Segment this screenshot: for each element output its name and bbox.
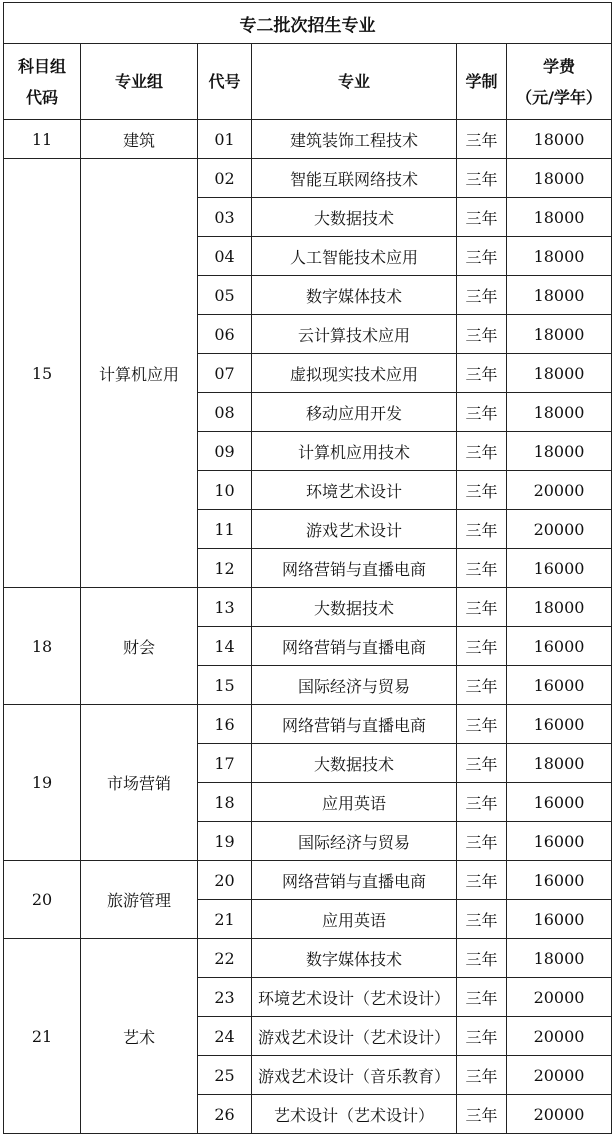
header-group-code xyxy=(4,44,81,120)
major-name-cell: 网络营销与直播电商 xyxy=(252,705,457,744)
admissions-table xyxy=(3,2,612,1134)
major-name-cell: 应用英语 xyxy=(252,783,457,822)
fee-cell: 18000 xyxy=(507,198,612,237)
header-fee-line1: 学费 xyxy=(543,56,576,76)
fee-cell: 20000 xyxy=(507,1017,612,1056)
header-group-code-line2: 代码 xyxy=(25,87,58,107)
duration-cell: 三年 xyxy=(457,666,507,705)
major-name-cell: 游戏艺术设计（艺术设计） xyxy=(252,1017,457,1056)
fee-cell: 18000 xyxy=(507,159,612,198)
group-code-cell: 20 xyxy=(4,861,81,939)
major-code-cell: 22 xyxy=(198,939,252,978)
major-name-cell: 环境艺术设计（艺术设计） xyxy=(252,978,457,1017)
major-name-cell: 大数据技术 xyxy=(252,744,457,783)
fee-cell: 16000 xyxy=(507,549,612,588)
duration-cell: 三年 xyxy=(457,588,507,627)
fee-cell: 18000 xyxy=(507,393,612,432)
major-code-cell: 20 xyxy=(198,861,252,900)
major-name-cell: 艺术设计（艺术设计） xyxy=(252,1095,457,1134)
duration-cell: 三年 xyxy=(457,510,507,549)
major-name-cell: 国际经济与贸易 xyxy=(252,822,457,861)
duration-cell: 三年 xyxy=(457,1017,507,1056)
major-name-cell: 数字媒体技术 xyxy=(252,276,457,315)
table-title: 专二批次招生专业 xyxy=(4,3,612,44)
fee-cell: 18000 xyxy=(507,315,612,354)
fee-cell: 18000 xyxy=(507,939,612,978)
duration-cell: 三年 xyxy=(457,705,507,744)
header-row xyxy=(4,44,612,120)
header-fee xyxy=(507,44,612,120)
major-code-cell: 04 xyxy=(198,237,252,276)
major-code-cell: 14 xyxy=(198,627,252,666)
group-code-cell: 15 xyxy=(4,159,81,588)
duration-cell: 三年 xyxy=(457,276,507,315)
major-code-cell: 11 xyxy=(198,510,252,549)
group-code-cell: 21 xyxy=(4,939,81,1134)
fee-cell: 16000 xyxy=(507,666,612,705)
group-name-cell: 计算机应用 xyxy=(81,159,198,588)
duration-cell: 三年 xyxy=(457,159,507,198)
fee-cell: 18000 xyxy=(507,432,612,471)
duration-cell: 三年 xyxy=(457,1056,507,1095)
duration-cell: 三年 xyxy=(457,783,507,822)
duration-cell: 三年 xyxy=(457,900,507,939)
major-name-cell: 网络营销与直播电商 xyxy=(252,627,457,666)
major-name-cell: 网络营销与直播电商 xyxy=(252,861,457,900)
major-code-cell: 21 xyxy=(198,900,252,939)
duration-cell: 三年 xyxy=(457,1095,507,1134)
fee-cell: 16000 xyxy=(507,900,612,939)
major-name-cell: 大数据技术 xyxy=(252,588,457,627)
fee-cell: 20000 xyxy=(507,1056,612,1095)
major-code-cell: 01 xyxy=(198,120,252,159)
fee-cell: 16000 xyxy=(507,822,612,861)
duration-cell: 三年 xyxy=(457,861,507,900)
group-name-cell: 建筑 xyxy=(81,120,198,159)
fee-cell: 18000 xyxy=(507,744,612,783)
major-name-cell: 人工智能技术应用 xyxy=(252,237,457,276)
major-name-cell: 环境艺术设计 xyxy=(252,471,457,510)
major-name-cell: 计算机应用技术 xyxy=(252,432,457,471)
major-code-cell: 26 xyxy=(198,1095,252,1134)
duration-cell: 三年 xyxy=(457,822,507,861)
table-row xyxy=(4,861,612,900)
major-name-cell: 数字媒体技术 xyxy=(252,939,457,978)
duration-cell: 三年 xyxy=(457,393,507,432)
major-name-cell: 游戏艺术设计（音乐教育） xyxy=(252,1056,457,1095)
major-code-cell: 18 xyxy=(198,783,252,822)
major-code-cell: 23 xyxy=(198,978,252,1017)
header-fee-line2: （元/学年） xyxy=(516,87,602,107)
group-name-cell: 艺术 xyxy=(81,939,198,1134)
duration-cell: 三年 xyxy=(457,549,507,588)
major-name-cell: 云计算技术应用 xyxy=(252,315,457,354)
fee-cell: 18000 xyxy=(507,276,612,315)
major-code-cell: 16 xyxy=(198,705,252,744)
fee-cell: 16000 xyxy=(507,861,612,900)
duration-cell: 三年 xyxy=(457,120,507,159)
duration-cell: 三年 xyxy=(457,354,507,393)
major-code-cell: 02 xyxy=(198,159,252,198)
major-code-cell: 12 xyxy=(198,549,252,588)
major-code-cell: 19 xyxy=(198,822,252,861)
major-name-cell: 国际经济与贸易 xyxy=(252,666,457,705)
group-code-cell: 19 xyxy=(4,705,81,861)
duration-cell: 三年 xyxy=(457,939,507,978)
group-name-cell: 财会 xyxy=(81,588,198,705)
table-row xyxy=(4,939,612,978)
header-group-code-line1: 科目组 xyxy=(17,56,66,76)
table-row xyxy=(4,120,612,159)
duration-cell: 三年 xyxy=(457,198,507,237)
table-row xyxy=(4,159,612,198)
header-duration: 学制 xyxy=(457,44,507,120)
major-name-cell: 智能互联网络技术 xyxy=(252,159,457,198)
major-code-cell: 10 xyxy=(198,471,252,510)
major-code-cell: 03 xyxy=(198,198,252,237)
group-name-cell: 旅游管理 xyxy=(81,861,198,939)
major-name-cell: 游戏艺术设计 xyxy=(252,510,457,549)
fee-cell: 18000 xyxy=(507,120,612,159)
table-row xyxy=(4,705,612,744)
group-code-cell: 11 xyxy=(4,120,81,159)
fee-cell: 20000 xyxy=(507,510,612,549)
duration-cell: 三年 xyxy=(457,315,507,354)
group-code-cell: 18 xyxy=(4,588,81,705)
major-code-cell: 08 xyxy=(198,393,252,432)
major-code-cell: 05 xyxy=(198,276,252,315)
major-code-cell: 09 xyxy=(198,432,252,471)
major-name-cell: 大数据技术 xyxy=(252,198,457,237)
major-name-cell: 网络营销与直播电商 xyxy=(252,549,457,588)
fee-cell: 16000 xyxy=(507,783,612,822)
duration-cell: 三年 xyxy=(457,237,507,276)
title-row xyxy=(4,3,612,44)
fee-cell: 20000 xyxy=(507,978,612,1017)
group-name-cell: 市场营销 xyxy=(81,705,198,861)
duration-cell: 三年 xyxy=(457,471,507,510)
table-row xyxy=(4,588,612,627)
major-code-cell: 24 xyxy=(198,1017,252,1056)
major-name-cell: 移动应用开发 xyxy=(252,393,457,432)
fee-cell: 20000 xyxy=(507,471,612,510)
fee-cell: 20000 xyxy=(507,1095,612,1134)
major-code-cell: 13 xyxy=(198,588,252,627)
major-code-cell: 15 xyxy=(198,666,252,705)
fee-cell: 16000 xyxy=(507,705,612,744)
major-code-cell: 06 xyxy=(198,315,252,354)
fee-cell: 16000 xyxy=(507,627,612,666)
major-name-cell: 虚拟现实技术应用 xyxy=(252,354,457,393)
major-code-cell: 07 xyxy=(198,354,252,393)
major-name-cell: 应用英语 xyxy=(252,900,457,939)
major-code-cell: 17 xyxy=(198,744,252,783)
header-code: 代号 xyxy=(198,44,252,120)
duration-cell: 三年 xyxy=(457,627,507,666)
fee-cell: 18000 xyxy=(507,354,612,393)
fee-cell: 18000 xyxy=(507,237,612,276)
duration-cell: 三年 xyxy=(457,978,507,1017)
header-major: 专业 xyxy=(252,44,457,120)
major-name-cell: 建筑装饰工程技术 xyxy=(252,120,457,159)
duration-cell: 三年 xyxy=(457,432,507,471)
header-group: 专业组 xyxy=(81,44,198,120)
fee-cell: 18000 xyxy=(507,588,612,627)
duration-cell: 三年 xyxy=(457,744,507,783)
major-code-cell: 25 xyxy=(198,1056,252,1095)
